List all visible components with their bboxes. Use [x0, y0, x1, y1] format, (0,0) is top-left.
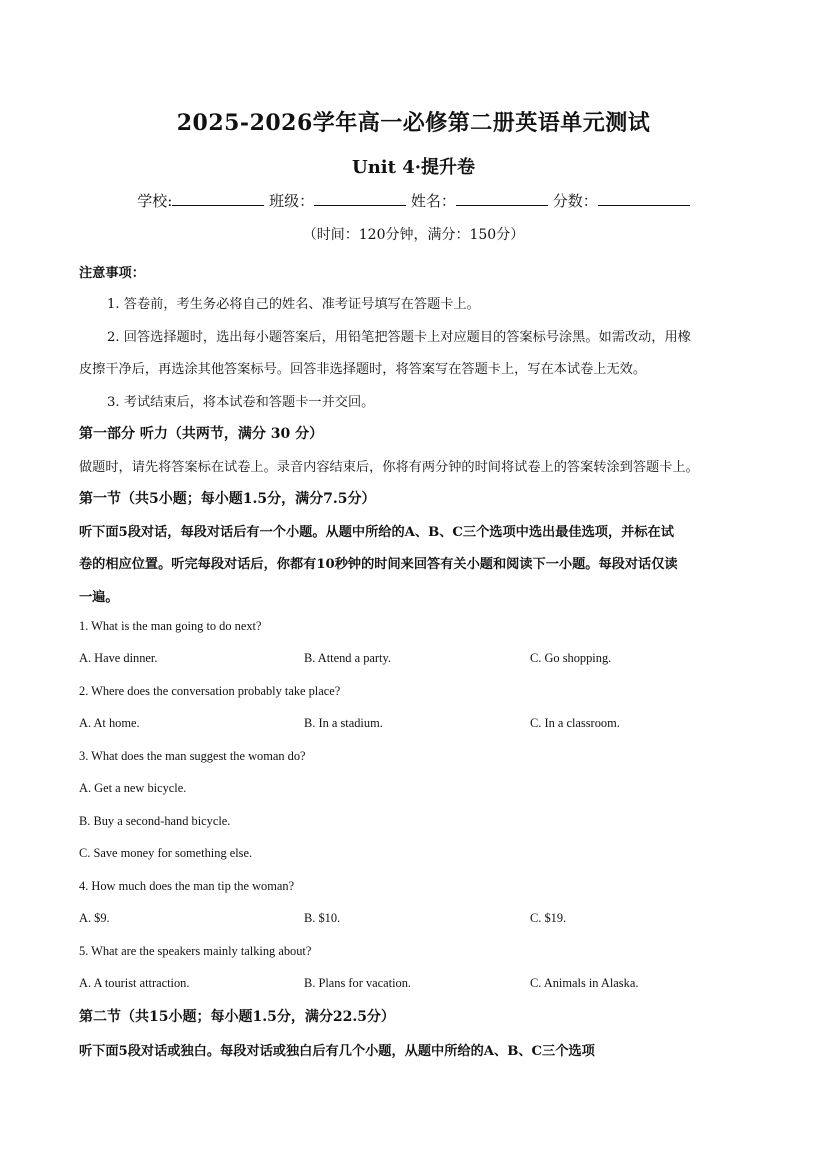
school-blank[interactable]	[172, 191, 264, 206]
school-label: 学校:	[137, 192, 173, 210]
notes-item-2-line-1: 2. 回答选择题时，选出每小题答案后，用铅笔把答题卡上对应题目的答案标号涂黑。如需改动，用橡	[107, 330, 691, 345]
question-3-option-c[interactable]: C. Save money for something else.	[79, 846, 253, 860]
question-1-option-b[interactable]: B. Attend a party.	[304, 651, 391, 665]
question-1-option-c[interactable]: C. Go shopping.	[530, 651, 612, 665]
question-5-option-b[interactable]: B. Plans for vacation.	[304, 976, 412, 990]
time-info: （时间：120分钟，满分：150分）	[302, 227, 525, 243]
section2-heading: 第二节（共15小题；每小题1.5分，满分22.5分）	[79, 1009, 395, 1025]
exam-title: 2025-2026学年高一必修第二册英语单元测试	[176, 110, 651, 136]
question-3-option-b[interactable]: B. Buy a second-hand bicycle.	[79, 814, 231, 828]
question-2-option-a[interactable]: A. At home.	[79, 716, 140, 730]
score-label: 分数：	[552, 192, 598, 210]
class-blank[interactable]	[314, 191, 406, 206]
question-2: 2. Where does the conversation probably take place?	[79, 684, 341, 698]
question-5-option-a[interactable]: A. A tourist attraction.	[79, 976, 190, 990]
question-1: 1. What is the man going to do next?	[79, 619, 262, 633]
section1-instruction-line-3: 一遍。	[79, 590, 119, 605]
name-blank[interactable]	[456, 191, 548, 206]
question-5-option-c[interactable]: C. Animals in Alaska.	[530, 976, 639, 990]
section1-instruction-line-1: 听下面5段对话，每段对话后有一个小题。从题中所给的A、B、C三个选项中选出最佳选项，并标在试	[79, 525, 674, 540]
question-3: 3. What does the man suggest the woman do?	[79, 749, 306, 763]
notes-item-2-line-2: 皮擦干净后，再选涂其他答案标号。回答非选择题时，将答案写在答题卡上，写在本试卷上无效。	[79, 362, 647, 377]
section1-heading: 第一节（共5小题；每小题1.5分，满分7.5分）	[79, 491, 376, 507]
section1-instruction-line-2: 卷的相应位置。听完每段对话后，你都有10秒钟的时间来回答有关小题和阅读下一小题。每段对话仅读	[79, 557, 678, 572]
question-5: 5. What are the speakers mainly talking about?	[79, 944, 312, 958]
part1-heading: 第一部分 听力（共两节，满分 30 分）	[79, 426, 324, 442]
question-3-option-a[interactable]: A. Get a new bicycle.	[79, 781, 187, 795]
notes-heading: 注意事项：	[79, 266, 145, 281]
student-info-line	[0, 190, 827, 211]
exam-subtitle: Unit 4·提升卷	[352, 157, 475, 178]
question-4-option-a[interactable]: A. $9.	[79, 911, 110, 925]
question-4: 4. How much does the man tip the woman?	[79, 879, 295, 893]
question-1-option-a[interactable]: A. Have dinner.	[79, 651, 158, 665]
score-blank[interactable]	[598, 191, 690, 206]
question-2-option-b[interactable]: B. In a stadium.	[304, 716, 383, 730]
class-label: 班级：	[269, 192, 315, 210]
name-label: 姓名：	[410, 192, 456, 210]
question-2-option-c[interactable]: C. In a classroom.	[530, 716, 620, 730]
notes-item-3: 3. 考试结束后，将本试卷和答题卡一并交回。	[107, 395, 375, 410]
part1-instruction: 做题时，请先将答案标在试卷上。录音内容结束后，你将有两分钟的时间将试卷上的答案转涂到答题卡上。	[79, 460, 699, 475]
section2-instruction-line-1: 听下面5段对话或独白。每段对话或独白后有几个小题，从题中所给的A、B、C三个选项	[79, 1044, 595, 1059]
notes-item-1: 1. 答卷前，考生务必将自己的姓名、准考证号填写在答题卡上。	[107, 297, 480, 312]
question-4-option-b[interactable]: B. $10.	[304, 911, 341, 925]
question-4-option-c[interactable]: C. $19.	[530, 911, 567, 925]
